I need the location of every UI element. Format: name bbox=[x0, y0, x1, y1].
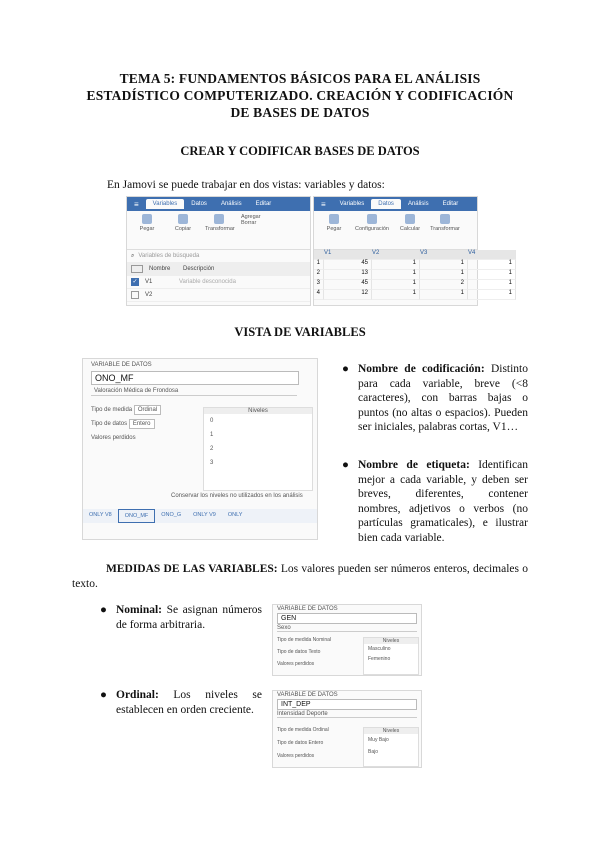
data-grid bbox=[314, 250, 512, 300]
bullet-nominal: ● Nominal: Se asignan números de forma arbitraria. bbox=[100, 604, 262, 631]
menu-icon[interactable]: ≡ bbox=[321, 199, 326, 209]
search-row[interactable] bbox=[127, 250, 310, 263]
data-type-select[interactable]: Entero bbox=[129, 419, 155, 429]
ribbon bbox=[127, 197, 310, 211]
data-cell[interactable]: 1 bbox=[420, 290, 468, 300]
data-cell[interactable]: 1 bbox=[420, 270, 468, 280]
variable-description-field[interactable]: Intensidad Deporte bbox=[277, 711, 417, 718]
checkbox-checked-icon[interactable]: ✓ bbox=[132, 279, 138, 285]
level-item[interactable]: 1 bbox=[210, 432, 214, 438]
levels-header: Niveles bbox=[204, 408, 312, 414]
screenshot-variables-view bbox=[126, 196, 311, 306]
section-heading-crear: CREAR Y CODIFICAR BASES DE DATOS bbox=[180, 144, 420, 158]
transform-button[interactable]: Transformar bbox=[428, 214, 462, 232]
transform-icon bbox=[440, 214, 450, 224]
table-header: Nombre Descripción bbox=[127, 263, 310, 276]
data-cell[interactable]: 1 bbox=[468, 270, 516, 280]
setup-icon bbox=[367, 214, 377, 224]
compute-button[interactable]: Calcular bbox=[396, 214, 424, 232]
data-cell[interactable]: 45 bbox=[324, 280, 372, 290]
bullet-coding-name: ● Nombre de codificación: Distinto para cada variable, breve (<8 caracteres), con barras bajas o puntos (no altas o espacios). Pueden ser iniciales, palabras cortas, V1… bbox=[342, 363, 528, 433]
delete-button[interactable]: Borrar bbox=[241, 220, 257, 226]
measure-type-select[interactable]: Ordinal bbox=[134, 405, 161, 415]
search-icon: ⌕ bbox=[131, 252, 135, 259]
row-number: 3 bbox=[314, 280, 324, 290]
tab-datos[interactable]: Datos bbox=[371, 199, 401, 209]
data-cell[interactable]: 1 bbox=[468, 260, 516, 270]
variable-description-field[interactable]: Sexo bbox=[277, 625, 417, 632]
data-cell[interactable]: 13 bbox=[324, 270, 372, 280]
column-header[interactable]: V3 bbox=[420, 250, 468, 260]
intro-text: En Jamovi se puede trabajar en dos vistas: variables y datos: bbox=[107, 179, 385, 191]
level-item[interactable]: Muy Bajo bbox=[368, 737, 389, 743]
search-input[interactable]: Variables de búsqueda bbox=[138, 253, 200, 259]
column-tabs bbox=[83, 509, 317, 523]
data-cell[interactable]: 45 bbox=[324, 260, 372, 270]
column-tab[interactable]: ONLY V9 bbox=[193, 512, 216, 518]
tab-variables[interactable]: Variables bbox=[146, 199, 185, 209]
paste-icon bbox=[142, 214, 152, 224]
ribbon bbox=[314, 197, 477, 211]
toolbar bbox=[127, 211, 310, 250]
column-tab-active[interactable]: ONO_MF bbox=[118, 509, 156, 523]
bullet-icon: ● bbox=[100, 604, 107, 616]
variable-name-field[interactable]: INT_DEP bbox=[277, 699, 417, 710]
level-item[interactable]: 3 bbox=[210, 460, 214, 466]
paste-button[interactable]: Pegar bbox=[320, 214, 348, 232]
data-cell[interactable]: 1 bbox=[420, 260, 468, 270]
bullet-ordinal: ● Ordinal: Los niveles se establecen en orden creciente. bbox=[100, 689, 262, 716]
column-tab[interactable]: ONLY V8 bbox=[89, 512, 112, 518]
tab-datos[interactable]: Datos bbox=[191, 201, 207, 207]
add-delete-group bbox=[241, 214, 269, 226]
column-tab[interactable]: ONLY bbox=[227, 512, 243, 518]
data-cell[interactable]: 12 bbox=[324, 290, 372, 300]
data-cell[interactable]: 1 bbox=[372, 270, 420, 280]
section-heading-vista: VISTA DE VARIABLES bbox=[234, 325, 366, 339]
variable-description-field[interactable]: Valoración Médica de Frondosa bbox=[91, 387, 297, 396]
level-item[interactable]: Masculino bbox=[368, 646, 391, 652]
levels-panel: Niveles Muy Bajo Bajo bbox=[363, 727, 419, 767]
select-all-checkbox[interactable] bbox=[131, 265, 143, 273]
level-item[interactable]: 0 bbox=[210, 418, 214, 424]
data-cell[interactable]: 1 bbox=[372, 290, 420, 300]
data-cell[interactable]: 1 bbox=[468, 280, 516, 290]
tab-editar[interactable]: Editar bbox=[255, 201, 272, 207]
data-type-select[interactable]: Entero bbox=[308, 740, 324, 746]
page-title: TEMA 5: FUNDAMENTOS BÁSICOS PARA EL ANÁLISIS ESTADÍSTICO COMPUTERIZADO. CREACIÓN Y CODIFICACIÓN DE BASES DE DATOS bbox=[86, 71, 514, 120]
copy-button[interactable]: Copiar bbox=[169, 214, 197, 232]
variable-properties: Tipo de medida Ordinal Tipo de datos Entero Valores perdidos bbox=[91, 407, 196, 441]
data-cell[interactable]: 1 bbox=[372, 260, 420, 270]
retain-levels-toggle[interactable]: Conservar los niveles no utilizados en los análisis bbox=[171, 493, 303, 499]
setup-button[interactable]: Configuración bbox=[352, 214, 392, 232]
toolbar bbox=[314, 211, 477, 250]
data-type-select[interactable]: Texto bbox=[308, 649, 321, 655]
compute-icon bbox=[405, 214, 415, 224]
levels-panel bbox=[203, 407, 313, 491]
tab-editar[interactable]: Editar bbox=[442, 201, 459, 207]
data-cell[interactable]: 2 bbox=[420, 280, 468, 290]
variable-name-field[interactable]: GEN bbox=[277, 613, 417, 624]
row-number: 1 bbox=[314, 260, 324, 270]
screenshot-nominal: VARIABLE DE DATOS GEN Sexo Tipo de medida Nominal Tipo de datos Texto Valores perdidos Niveles Masculino Femenino bbox=[272, 604, 422, 676]
table-row[interactable]: ✓ V1 Variable desconocida bbox=[127, 276, 310, 289]
row-number: 4 bbox=[314, 290, 324, 300]
add-button[interactable]: Agregar bbox=[241, 214, 261, 220]
menu-icon[interactable]: ≡ bbox=[134, 199, 139, 209]
data-cell[interactable]: 1 bbox=[372, 280, 420, 290]
column-header[interactable]: V1 bbox=[324, 250, 372, 260]
level-item[interactable]: 2 bbox=[210, 446, 214, 452]
copy-icon bbox=[178, 214, 188, 224]
checkbox-icon[interactable] bbox=[131, 291, 139, 299]
row-number: 2 bbox=[314, 270, 324, 280]
tab-analisis[interactable]: Análisis bbox=[220, 201, 242, 207]
table-row[interactable]: V2 bbox=[127, 289, 310, 302]
screenshot-variable-setup bbox=[82, 358, 318, 540]
level-item[interactable]: Femenino bbox=[368, 656, 391, 662]
data-cell[interactable]: 1 bbox=[468, 290, 516, 300]
medidas-paragraph: MEDIDAS DE LAS VARIABLES: Los valores pueden ser números enteros, decimales o texto. bbox=[72, 563, 528, 590]
paste-icon bbox=[329, 214, 339, 224]
setup-header: VARIABLE DE DATOS bbox=[91, 362, 152, 368]
bullet-label-name: ● Nombre de etiqueta: Identifican mejor a cada variable, y deben ser breves, diferentes, contener nombres, adjetivos o verbos (no partículas gramaticales), e ilustrar bien cada variable. bbox=[342, 459, 528, 544]
level-item[interactable]: Bajo bbox=[368, 749, 379, 755]
bullet-icon: ● bbox=[342, 363, 349, 375]
paste-button[interactable]: Pegar bbox=[133, 214, 161, 232]
variable-name-field[interactable]: ONO_MF bbox=[91, 371, 299, 385]
transform-icon bbox=[214, 214, 224, 224]
levels-panel: Niveles Masculino Femenino bbox=[363, 637, 419, 675]
screenshot-data-view bbox=[313, 196, 512, 306]
bullet-icon: ● bbox=[342, 459, 349, 471]
column-tab[interactable]: ONO_G bbox=[161, 512, 182, 518]
bullet-icon: ● bbox=[100, 689, 107, 701]
tab-variables[interactable]: Variables bbox=[339, 201, 365, 207]
screenshot-ordinal: VARIABLE DE DATOS INT_DEP Intensidad Deporte Tipo de medida Ordinal Tipo de datos Entero Valores perdidos Niveles Muy Bajo Bajo bbox=[272, 690, 422, 768]
column-header[interactable]: V4 bbox=[468, 250, 516, 260]
tab-analisis[interactable]: Análisis bbox=[407, 201, 429, 207]
transform-button[interactable]: Transformar bbox=[205, 214, 233, 232]
column-header[interactable]: V2 bbox=[372, 250, 420, 260]
measure-type-select[interactable]: Ordinal bbox=[312, 727, 329, 733]
measure-type-select[interactable]: Nominal bbox=[312, 637, 332, 643]
